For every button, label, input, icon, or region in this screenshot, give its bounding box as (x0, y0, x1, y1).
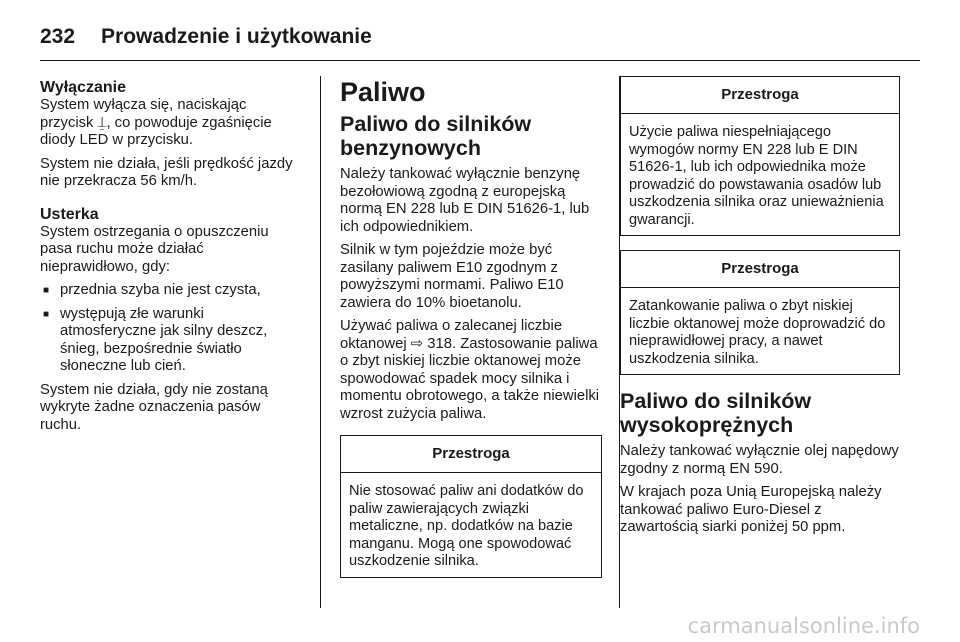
caution-heading: Przestroga (621, 77, 899, 114)
paragraph-diesel-1: Należy tankować wyłącznie olej napędowy zgodny z normą EN 590. (620, 443, 899, 477)
page-number: 232 (40, 25, 76, 48)
heading-fault: Usterka (40, 205, 99, 223)
column-1 (40, 78, 302, 440)
heading-petrol: Paliwo do silników benzynowych (340, 112, 532, 160)
heading-fuel: Paliwo (340, 77, 426, 107)
paragraph-off-2: System nie działa, jeśli prędkość jazdy nie przekracza 56 km/h. (40, 155, 293, 189)
caution-heading: Przestroga (341, 436, 601, 473)
fault-bullet-list (40, 282, 302, 376)
caution-text: Zatankowanie paliwa o zbyt niskiej liczbie oktanowej może doprowadzić do nieprawidłowej pracy, a nawet uszkodzenia silnika. (629, 298, 886, 367)
page-title: Prowadzenie i użytkowanie (101, 25, 372, 48)
paragraph-diesel-2: W krajach poza Unią Europejską należy tankować paliwo Euro-Diesel z zawartością siarki poniżej 50 ppm. (620, 484, 882, 535)
paragraph-petrol-2: Silnik w tym pojeździe może być zasilany paliwem E10 zgodnym z powyższymi normami. Paliwo E10 zawiera do 10% bioetanolu. (340, 242, 564, 311)
caution-text: Nie stosować paliw ani dodatków do paliw zawierających związki metaliczne, np. dodatków na bazie manganu. Mogą one spowodować uszkodzenie silnika. (349, 483, 584, 569)
column-divider-1 (320, 76, 321, 608)
heading-off: Wyłączanie (40, 79, 126, 96)
paragraph-fault-2: System nie działa, gdy nie zostaną wykryte żadne oznaczenia pasów ruchu. (40, 381, 268, 433)
watermark: carmanualsonline.info (687, 614, 920, 638)
caution-heading: Przestroga (621, 251, 899, 288)
heading-diesel: Paliwo do silników wysokoprężnych (620, 389, 812, 437)
column-3 (620, 78, 900, 543)
lane-departure-icon: ⍊ (97, 114, 107, 131)
column-2 (340, 78, 602, 592)
list-item: ■ przednia szyba nie jest czysta, (40, 282, 302, 300)
header-rule (40, 60, 920, 61)
list-item: ■ występują złe warunki atmosferyczne jak silny deszcz, śnieg, bezpośrednie światło słoneczne lub cień. (40, 306, 302, 376)
page-reference-arrow-icon[interactable]: ⇨ (410, 335, 424, 352)
caution-box-2 (620, 250, 900, 375)
paragraph-petrol-3: Używać paliwa o zalecanej liczbie oktanowej ⇨ 318. Zastosowanie paliwa o zbyt niskiej liczbie oktanowej może spowodować spadek mocy silnika i momentu obrotowego, a także niewielki wzrost zużycia paliwa. (340, 318, 600, 422)
paragraph-petrol-1: Należy tankować wyłącznie benzynę bezołowiową zgodną z europejską normą EN 228 lub E DIN 51626-1, lub ich odpowiednikiem. (340, 166, 590, 235)
caution-box (340, 435, 602, 578)
caution-box-1 (620, 76, 900, 236)
caution-text: Użycie paliwa niespełniającego wymogów normy EN 228 lub E DIN 51626-1, lub ich odpowiednika może prowadzić do powstawania osadów lub uszkodzenia silnika oraz unieważnienia gwarancji. (629, 124, 884, 228)
paragraph-fault-1: System ostrzegania o opuszczeniu pasa ruchu może działać nieprawidłowo, gdy: (40, 223, 269, 275)
paragraph-off-1: System wyłącza się, naciskając przycisk ⍊, co powoduje zgaśnięcie diody LED w przycisku. (40, 97, 272, 148)
page-header (40, 18, 920, 56)
